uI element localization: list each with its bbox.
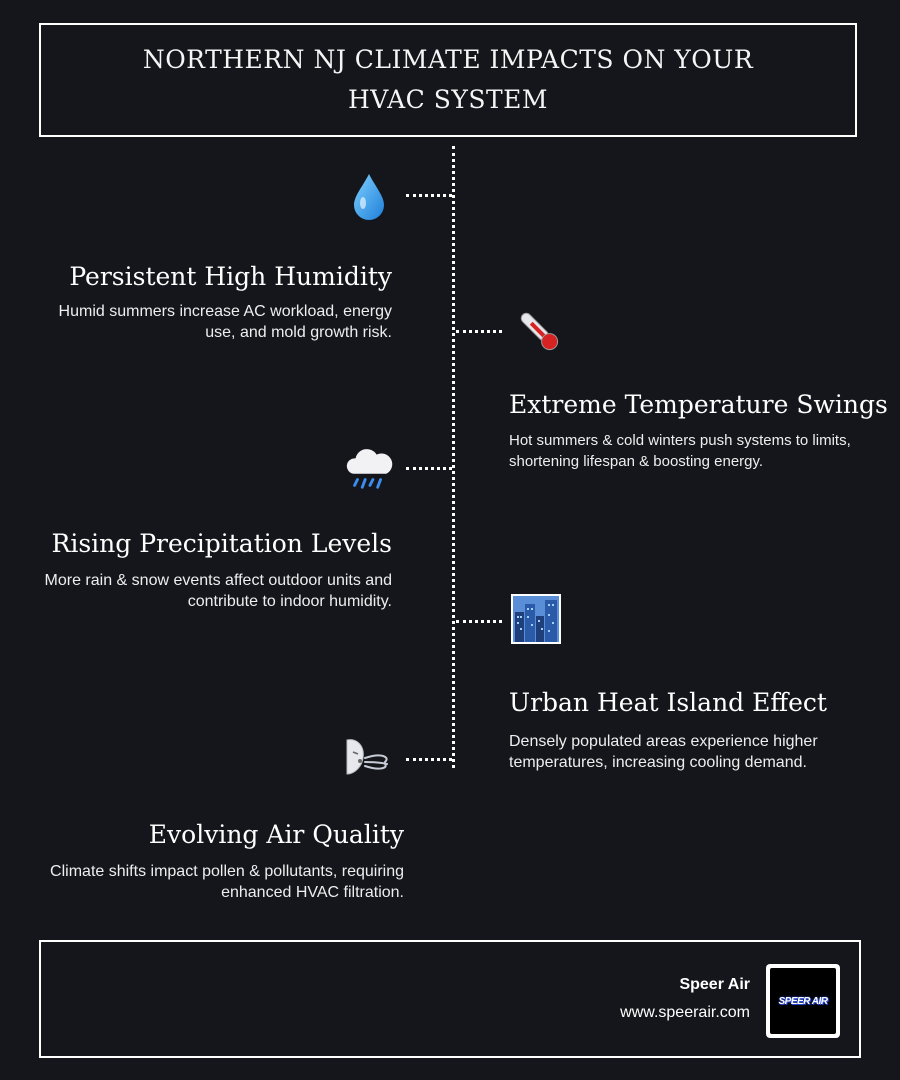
item-title-precipitation: Rising Precipitation Levels [51,529,392,558]
speer-air-logo[interactable] [766,964,840,1038]
timeline-line [452,146,455,768]
connector-urban-heat [456,620,502,623]
thermometer-icon [514,306,564,356]
brand-url-link[interactable]: www.speerair.com [620,1004,750,1021]
item-text-precipitation: More rain & snow events affect outdoor units and contribute to indoor humidity. [44,572,392,610]
item-text-temperature: Hot summers & cold winters push systems to limits, shortening lifespan & boosting energy. [509,432,851,470]
city-icon [511,594,561,644]
item-text-air-quality: Climate shifts impact pollen & pollutants, requiring enhanced HVAC filtration. [50,863,404,901]
item-title-air-quality: Evolving Air Quality [148,820,404,849]
logo-inner [770,968,836,1034]
item-title-humidity: Persistent High Humidity [69,262,392,291]
page-title: NORTHERN NJ CLIMATE IMPACTS ON YOUR HVAC SYSTEM [142,45,754,114]
item-text-humidity: Humid summers increase AC workload, energy use, and mold growth risk. [58,303,392,341]
logo-text: SPEER AIR [778,995,828,1007]
item-title-temperature: Extreme Temperature Swings [509,390,888,419]
connector-precipitation [406,467,452,470]
footer-box [39,940,861,1058]
item-text-urban-heat: Densely populated areas experience higher temperatures, increasing cooling demand. [509,733,818,771]
connector-air-quality [406,758,452,761]
brand-name: Speer Air [679,976,750,993]
connector-humidity [406,194,452,197]
wind-face-icon [343,734,393,784]
item-title-urban-heat: Urban Heat Island Effect [509,688,827,717]
connector-temperature [456,330,502,333]
rain-cloud-icon [344,444,394,494]
header-box [39,23,857,137]
water-drop-icon [344,172,394,222]
